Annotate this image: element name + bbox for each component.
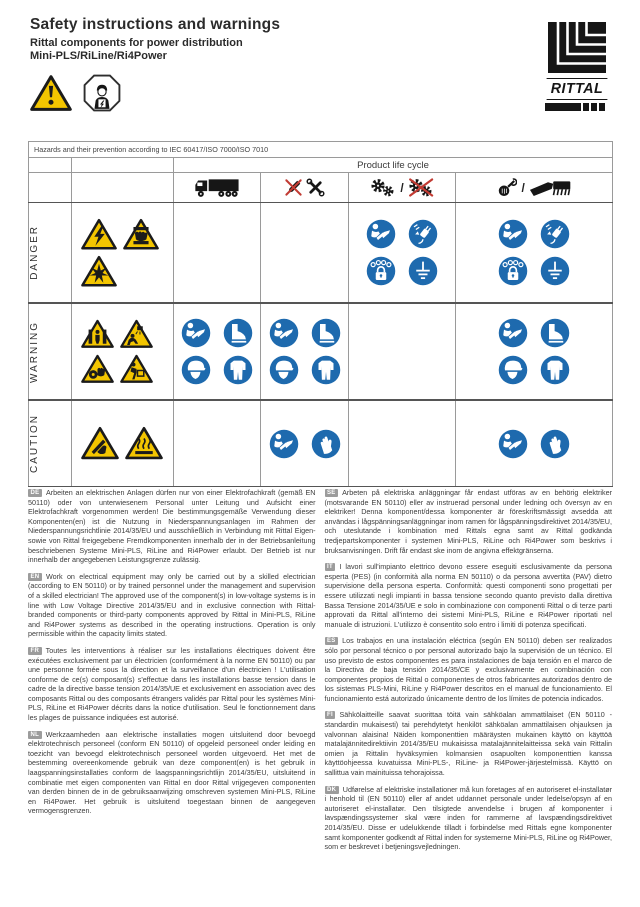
- hazard-row-danger: [29, 203, 613, 304]
- disconnect-mains-icon: [540, 219, 570, 249]
- lifecycle-column-maintenance: [456, 173, 613, 203]
- language-badge-fr: FR: [28, 647, 42, 655]
- language-badge-fi: FI: [325, 711, 336, 719]
- language-badge-de: DE: [28, 489, 42, 497]
- hazard-table-caption: Hazards and their prevention according to IEC 60417/ISO 7000/ISO 7010: [34, 145, 269, 154]
- exclamation-warning-icon: [30, 74, 72, 112]
- product-life-cycle-header: Product life cycle: [174, 158, 613, 173]
- hazard-table-caption-row: [29, 142, 613, 158]
- language-badge-nl: NL: [28, 731, 42, 739]
- hazard-pictograms-caution: [72, 400, 174, 487]
- lockout-icon: [366, 256, 396, 286]
- hazard-pictograms-danger: [72, 203, 174, 304]
- safety-text-it: I lavori sull'impianto elettrico devono essere eseguiti esclusivamente da persona esperta (PES) (in conformità alla norma EN 50110) o da persona avvertita (PAV) dietro supervisione della persona esperta. Conformità: questi componenti sono progettati per essere utilizzati negli impianti in bassa tensione secondo quanto previsto dalla direttiva Bassa Tensione 2014/35/UE e solo in combinazione con componenti Rittal o di terze parti approvati da Rittal all'interno dei sistemi Mini-PLS, RiLine e Ri4Power riportati nel manuale di istruzioni. L'utilizzo è consentito solo entro i limiti di potenza specificati.: [324, 562, 612, 629]
- electric-shock-warning-icon: [81, 218, 117, 250]
- falling-objects-warning-icon: [120, 319, 153, 349]
- helmet-icon: [181, 355, 211, 385]
- protective-clothing-icon: [223, 355, 253, 385]
- cell-danger-operation: [349, 203, 456, 304]
- truck-icon: [193, 177, 240, 199]
- lockout-icon: [498, 256, 528, 286]
- safety-paragraph-en: [28, 572, 316, 639]
- cell-warning-operation: [349, 303, 456, 400]
- sharp-element-warning-icon: [81, 426, 119, 460]
- body-crush-warning-icon: [81, 319, 114, 349]
- read-manual-icon: [366, 219, 396, 249]
- text-column-left: [28, 488, 316, 859]
- safety-paragraph-de: [28, 488, 316, 565]
- read-manual-icon: [498, 219, 528, 249]
- language-badge-es: ES: [325, 637, 339, 645]
- safety-paragraph-fi: [325, 710, 613, 777]
- wrench-hand-icon: [496, 178, 518, 197]
- severity-label-warning: WARNING: [29, 320, 40, 383]
- no-gears-icon: [408, 178, 434, 197]
- safety-paragraph-fr: [28, 646, 316, 723]
- safety-text-es: Los trabajos en una instalación eléctrica (según EN 50110) deben ser realizados sólo por personal técnico o por personal autorizado bajo la supervisión de un técnico. El uso previsto de estos componentes es para instalaciones de baja tensión en el marco de la Directiva de baja tensión 2014/35/CE y exclusivamente en combinación con componentes propios de Rittal o componentes de otros fabricantes autorizados dentro de los sistemas PLS-Mini, RiLine y Ri4Power descritos en el manual de funcionamiento. El funcionamiento está autorizado únicamente dentro de los límites de potencia indicados.: [324, 636, 612, 703]
- safety-text-dk: Udførelse af elektriske installationer må kun foretages af en autoriseret el-installatør i henhold til (EN 50110) eller af andet uddannet personale under ledelse/opsyn af en autoriseret el-installatør. Den tilsigtede anvendelse i brugen af komponenter i lavspændingssystemer skal være inden for rammerne af lavspændingsdirektivet 2014/35/EU. Disse er udelukkende tilladt i forbindelse med Rittals egne komponenter samt komponenter godkendt af Rittal inden for systemerne Mini-PLS, RiLine og Ri4Power, som er beskrevet i betjeningsvejledningen.: [324, 784, 612, 852]
- read-manual-icon: [498, 429, 528, 459]
- hand-injury-warning-icon: [81, 354, 114, 384]
- multilingual-safety-texts: [28, 488, 612, 859]
- product-life-cycle-row: [29, 158, 613, 173]
- gears-icon: [370, 178, 396, 197]
- safety-boots-icon: [540, 318, 570, 348]
- cell-danger-transport: [174, 203, 261, 304]
- cell-caution-transport: [174, 400, 261, 487]
- read-manual-icon: [269, 318, 299, 348]
- severity-label-danger: DANGER: [29, 225, 40, 280]
- document-header: [30, 16, 280, 62]
- cell-caution-maintenance: [456, 400, 613, 487]
- helmet-icon: [269, 355, 299, 385]
- safety-text-en: Work on electrical equipment may only be carried out by a skilled electrician (according to EN 50110) or by trained personnel under the management and supervision of a skilled electrician! The approved use of the component(s) in low-voltage systems is in line with Low Voltage Directive 2014/35/EU and in exclusive connection with Rittal-branded components or third-party components approved by Rittal in Mini-PLS, RiLine and Ri4Power systems as described in the operating instructions. Operation is only permissible within the capacity limits stated.: [28, 571, 316, 639]
- read-manual-icon: [269, 429, 299, 459]
- gloves-icon: [311, 429, 341, 459]
- page-subtitle: Rittal components for power distribution: [30, 37, 243, 49]
- rittal-logo-bar: [545, 103, 609, 111]
- safety-text-fr: Toutes les interventions à réaliser sur les installations électriques doivent être exécutées exclusivement par un électricien (conformément à la norme EN 50110) ou par une personne formée sous la direction et la surveillance d'un électricien ! L'utilisation conforme de ce(s) composant(s) s'effectue dans les installations basse tension dans le cadre de la directive basse tension 2014/35/UE et exclusivement en association avec des composants Rittal ou des composants étrangers validés par Rittal pour les systèmes Mini-PLS, RiLine et Ri4Power décrits dans la notice d'utilisation. Seul le fonctionnement dans les plages de puissance indiquées est autorisé.: [28, 645, 316, 723]
- safety-paragraph-se: [325, 488, 613, 555]
- language-badge-it: IT: [325, 563, 336, 571]
- cell-warning-maintenance: [456, 303, 613, 400]
- rittal-logo-mark: [548, 22, 606, 73]
- text-column-right: [325, 488, 613, 859]
- header-warning-icons: [30, 74, 122, 112]
- separator-slash: /: [400, 180, 404, 195]
- safety-boots-icon: [223, 318, 253, 348]
- separator-slash: /: [521, 180, 525, 195]
- cell-danger-assembly: [261, 203, 349, 304]
- safety-paragraph-es: [325, 636, 613, 703]
- language-badge-en: EN: [28, 573, 42, 581]
- hot-surface-warning-icon: [125, 426, 163, 460]
- cell-caution-operation: [349, 400, 456, 487]
- brush-icon: [529, 178, 573, 197]
- safety-paragraph-dk: [325, 785, 613, 852]
- cell-warning-assembly: [261, 303, 349, 400]
- hazard-row-warning: [29, 303, 613, 400]
- product-line: Mini-PLS/RiLine/Ri4Power: [30, 50, 167, 62]
- hazard-table: [28, 141, 613, 487]
- severity-label-caution: CAUTION: [29, 414, 40, 473]
- hand-crush-warning-icon: [123, 218, 159, 250]
- page-title: Safety instructions and warnings: [30, 16, 281, 33]
- qualified-electrician-icon: [82, 74, 122, 112]
- hazard-row-caution: [29, 400, 613, 487]
- protective-clothing-icon: [540, 355, 570, 385]
- rittal-logo: [545, 22, 609, 111]
- safety-text-de: Arbeiten an elektrischen Anlagen dürfen nur von einer Elektrofachkraft (gemäß EN 50110) oder von unterwiesenem Personal unter Leitung und Aufsicht einer Elektrofachkraft vorgenommen werden! Die bestimmungsgemäße Verwendung dieser Komponenten(en) ist die Nutzung in Niederspannungsanlagen im Rahmen der Niederspannungsrichtlinie 2014/35/EU und ausschließlich in Verbindung mit Rittal Eigen- sowie von Rittal freigegebene Fremdkomponenten innerhalb der in der Betriebsanleitung beschriebenen Systeme Mini-PLS, RiLine and Ri4Power erlaubt. Der Betrieb ist nur innerhalb der angegebenen Leistungsgrenze zulässig.: [28, 488, 316, 565]
- lifecycle-icons-row: [29, 173, 613, 203]
- safety-boots-icon: [311, 318, 341, 348]
- safety-text-fi: Sähkölaitteille saavat suorittaa töitä vain sähköalan ammattilaiset (EN 50110 -standardin mukaisesti) tai perehdytetyt henkilöt sähköalan ammattilaisen ohjauksen ja valvonnan alaisina! Näiden komponenttien määräysten mukainen käyttö on käyttöä matalajännitedirektiivin 2014/35/EU mukaisissa matalajännitelaitteissa sekä vain Rittalin omien ja Rittalin hyväksymien kolmansien osapuolten komponenttien kanssa käyttöohjeessa kuvatuissa Mini-PLS-, RiLine- ja Ri4Power-järjestelmissä. Käyttö on sallittua vain mainituissa tehorajoissa.: [324, 710, 612, 778]
- crossed-tools-icon: [306, 178, 325, 197]
- hazard-pictograms-warning: [72, 303, 174, 400]
- heavy-load-warning-icon: [120, 354, 153, 384]
- read-manual-icon: [181, 318, 211, 348]
- cell-danger-maintenance: [456, 203, 613, 304]
- lifecycle-column-operation: [349, 173, 456, 203]
- language-badge-dk: DK: [325, 786, 339, 794]
- gloves-icon: [540, 429, 570, 459]
- safety-text-se: Arbeten på elektriska anläggningar får endast utföras av en behörig elektriker (motsvarande EN 50110) eller av instruerad personal under ledning och översyn av en elektriker! Denna komponent/dessa komponenter är föreskriftsmässigt avsedda att användas i lågspänningsanläggningar inom ramen för lågspänningsdirektivet 2014/35/EU, och uteslutande i kombination med Rittals egna samt av Rittal godkända tredjepartskomponenter i systemen Mini-PLS, RiLine och Ri4Power som beskrivs i bruksanvisningen. Drift får endast ske inom de angivna effektgränserna.: [324, 488, 612, 555]
- rittal-wordmark: RITTAL: [547, 78, 608, 100]
- no-screwdriver-icon: [284, 178, 303, 197]
- safety-text-nl: Werkzaamheden aan elektrische installaties mogen uitsluitend door bevoegd elektrotechnisch personeel (conform EN 50110) of opgeleid personeel onder leiding en toezicht van bevoegd elektrotechnisch personeel worden uitgevoerd. Het met de bestemming overeenkomende gebruik van deze component(en) is het gebruik in laagspanningsinstallaties conform de laagspanningsrichtlijn 2014/35/EU, uitsluitend in combinatie met eigen componenten van Rittal en door Rittal vrijgegeven componenten van derden binnen de in de gebruiksaanwijzing omschreven systemen Mini-PLS, RiLine en Ri4Power. Het gebruik is uitsluitend toegestaan binnen de aangegeven vermogensgrenzen.: [28, 729, 316, 816]
- protective-clothing-icon: [311, 355, 341, 385]
- earth-ground-icon: [408, 256, 438, 286]
- language-badge-se: SE: [325, 489, 339, 497]
- lifecycle-column-assembly: [261, 173, 349, 203]
- helmet-icon: [498, 355, 528, 385]
- cell-caution-assembly: [261, 400, 349, 487]
- earth-ground-icon: [540, 256, 570, 286]
- disconnect-mains-icon: [408, 219, 438, 249]
- arc-flash-warning-icon: [81, 255, 117, 287]
- lifecycle-column-transport: [174, 173, 261, 203]
- read-manual-icon: [498, 318, 528, 348]
- safety-paragraph-it: [325, 562, 613, 629]
- safety-paragraph-nl: [28, 730, 316, 816]
- cell-warning-transport: [174, 303, 261, 400]
